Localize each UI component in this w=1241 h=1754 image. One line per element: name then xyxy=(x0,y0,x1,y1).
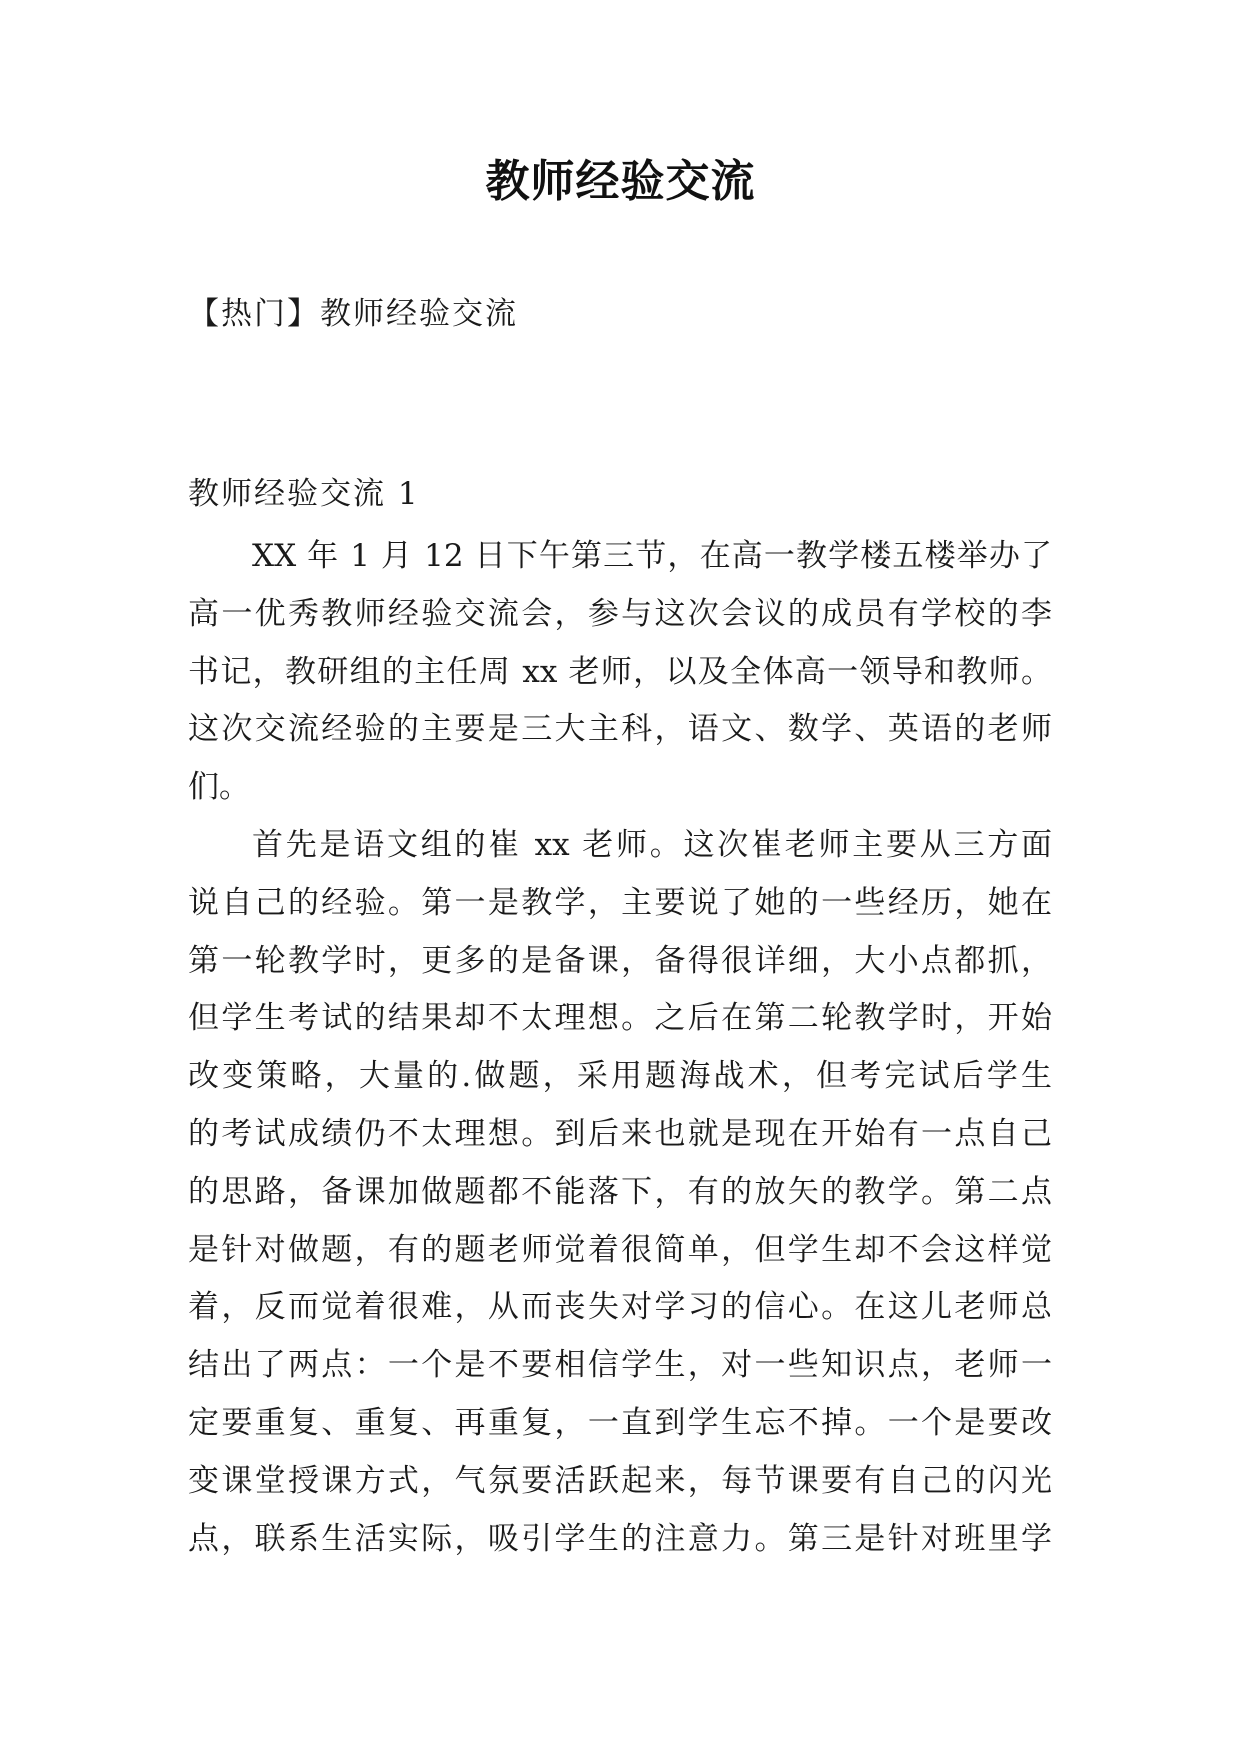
body-line: 着，反而觉着很难，从而丧失对学习的信心。在这儿老师总 xyxy=(188,1289,1052,1326)
section-heading: 教师经验交流 1 xyxy=(188,476,420,512)
document-subtitle: 【热门】教师经验交流 xyxy=(188,296,518,332)
body-line: XX 年 1 月 12 日下午第三节，在高一教学楼五楼举办了 xyxy=(252,538,1052,574)
body-line: 变课堂授课方式，气氛要活跃起来，每节课要有自己的闪光 xyxy=(188,1462,1052,1499)
body-line: 书记，教研组的主任周 xx 老师，以及全体高一领导和教师。 xyxy=(188,653,1052,690)
body-line: 说自己的经验。第一是教学，主要说了她的一些经历，她在 xyxy=(188,884,1052,921)
body-line: 但学生考试的结果却不太理想。之后在第二轮教学时，开始 xyxy=(188,1000,1052,1037)
body-line: 高一优秀教师经验交流会，参与这次会议的成员有学校的李 xyxy=(188,595,1052,632)
body-line: 的思路，备课加做题都不能落下，有的放矢的教学。第二点 xyxy=(188,1173,1052,1210)
body-text xyxy=(188,528,1052,1568)
body-line: 改变策略，大量的.做题，采用题海战术，但考完试后学生 xyxy=(188,1058,1052,1095)
body-line: 们。 xyxy=(188,769,250,806)
body-line: 点，联系生活实际，吸引学生的注意力。第三是针对班里学 xyxy=(188,1520,1052,1557)
body-line: 这次交流经验的主要是三大主科，语文、数学、英语的老师 xyxy=(188,711,1052,748)
body-line: 首先是语文组的崔 xx 老师。这次崔老师主要从三方面 xyxy=(252,826,1052,863)
document-title: 教师经验交流 xyxy=(485,156,756,207)
body-line: 结出了两点：一个是不要相信学生，对一些知识点，老师一 xyxy=(188,1347,1052,1384)
body-line: 是针对做题，有的题老师觉着很简单，但学生却不会这样觉 xyxy=(188,1231,1052,1268)
body-line: 第一轮教学时，更多的是备课，备得很详细，大小点都抓， xyxy=(188,942,1052,979)
body-line: 的考试成绩仍不太理想。到后来也就是现在开始有一点自己 xyxy=(188,1115,1052,1152)
body-line: 定要重复、重复、再重复，一直到学生忘不掉。一个是要改 xyxy=(188,1404,1052,1441)
